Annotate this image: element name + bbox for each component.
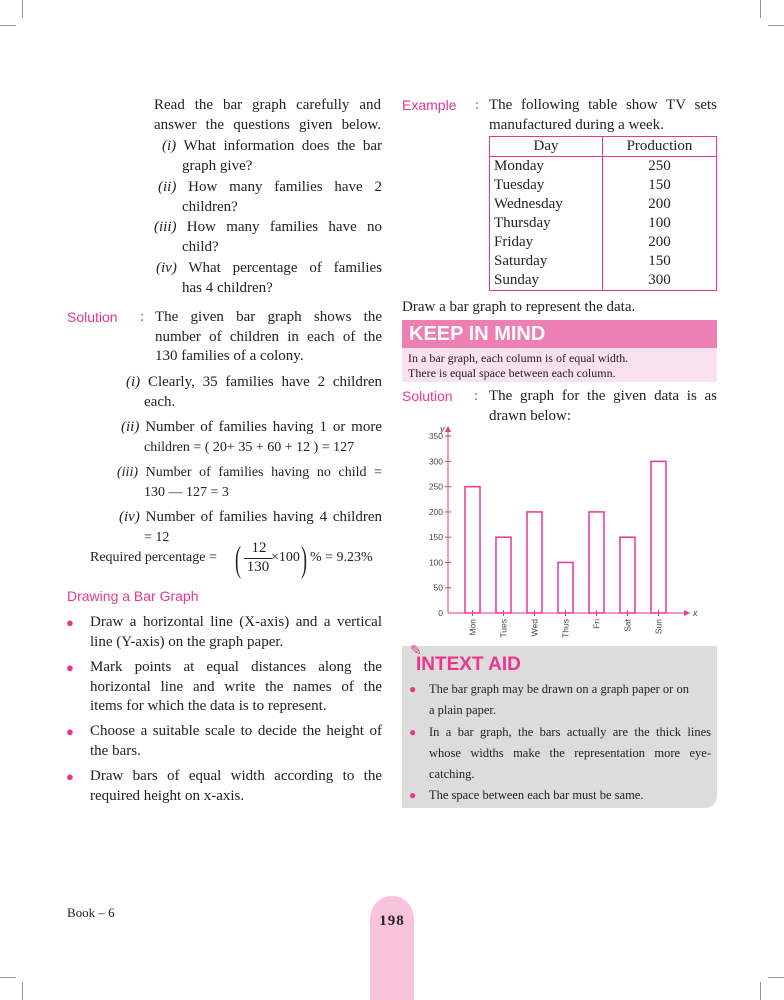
x-tick-label: Wed <box>529 619 540 637</box>
answer-1: (i) Clearly, 35 families have 2 children each. <box>126 374 382 410</box>
page-number: 198 <box>379 913 405 929</box>
question-1: (i) What information does the bar graph give? <box>162 138 382 174</box>
table-header: Production <box>603 137 717 157</box>
solution2-text: The graph for the given data is as drawn below: <box>489 388 717 424</box>
crop-mark <box>0 977 16 978</box>
bullet-icon: ● <box>66 660 74 675</box>
y-tick-label: 50 <box>433 582 443 593</box>
bullet-icon: ● <box>409 788 417 802</box>
bullet-item: ● Draw bars of equal width according to the required height on x-axis. <box>66 768 382 804</box>
fraction-numerator: 12 <box>251 540 267 556</box>
bullet-icon: ● <box>409 725 417 739</box>
example-instruction: Draw a bar graph to represent the data. <box>402 299 636 315</box>
solution-colon: : <box>140 309 145 325</box>
y-tick-label: 200 <box>428 506 443 517</box>
intext-aid-title: INTEXT AID <box>416 654 521 675</box>
percentage-formula: Required percentage = ( 12 130 ×100 ) % = 9.23% <box>90 539 373 579</box>
right-paren: ) <box>301 539 307 579</box>
answer-2: (ii) Number of families having 1 or more children = ( 20+ 35 + 60 + 12 ) = 127 <box>121 419 383 455</box>
x-tick-label: Sat <box>622 619 633 632</box>
table-row: Tuesday 150 <box>490 176 717 195</box>
question-2: (ii) How many families have 2 children? <box>158 179 383 215</box>
table-row: Monday 250 <box>490 157 717 177</box>
question-3: (iii) How many families have no child? <box>154 219 383 255</box>
x-tick-label: Tues <box>498 619 509 638</box>
solution-text: The given bar graph shows the number of children in each of the 130 families of a colony. <box>155 309 382 364</box>
y-tick-label: 150 <box>428 532 443 543</box>
bullet-item: ● Draw a horizontal line (X-axis) and a vertical line (Y-axis) on the graph paper. <box>66 614 382 650</box>
answer-3: (iii) Number of families having no child = 130 — 127 = 3 <box>117 465 382 500</box>
solution2-label: Solution <box>402 388 453 404</box>
production-table <box>489 136 717 291</box>
bar <box>589 512 604 613</box>
bar <box>465 487 480 613</box>
bullet-item: ● Choose a suitable scale to decide the height of the bars. <box>66 723 382 759</box>
x-axis-arrow <box>684 610 690 616</box>
bar <box>651 461 666 613</box>
x-tick-label: Mon <box>467 619 478 636</box>
table-header: Day <box>490 137 603 157</box>
crop-mark <box>22 0 23 18</box>
table-row: Thursday 100 <box>490 214 717 233</box>
y-axis-arrow <box>445 426 451 432</box>
table-row: Sunday 300 <box>490 271 717 291</box>
bar-chart <box>400 418 720 643</box>
y-tick-label: 250 <box>428 481 443 492</box>
book-label: Book – 6 <box>67 905 115 920</box>
table-row: Friday 200 <box>490 233 717 252</box>
crop-mark <box>0 25 16 26</box>
table-row: Saturday 150 <box>490 252 717 271</box>
example-colon: : <box>475 97 480 113</box>
bar <box>558 562 573 613</box>
crop-mark <box>760 0 761 18</box>
solution2-colon: : <box>474 388 479 404</box>
y-tick-label: 0 <box>438 608 443 618</box>
bullet-item: ● Mark points at equal distances along the horizontal line and write the names of the items for which the data is to represent. <box>66 659 382 714</box>
aid-item: ● In a bar graph, the bars actually are the thick lines whose widths make the representation more eye- catching. <box>429 722 711 785</box>
bar <box>496 537 511 613</box>
bar <box>620 537 635 613</box>
keep-in-mind-box: In a bar graph, each column is of equal width. There is equal space between each column. <box>402 348 717 382</box>
questions-intro: Read the bar graph carefully and answer the questions given below. <box>154 97 381 133</box>
y-tick-label: 100 <box>428 557 443 568</box>
solution-label: Solution <box>67 309 118 325</box>
bar <box>527 512 542 613</box>
pencil-icon: ✎ <box>410 644 422 659</box>
question-4: (iv) What percentage of families has 4 children? <box>156 260 382 296</box>
x-axis-label: x <box>693 608 698 618</box>
page-number-tab <box>370 896 414 1000</box>
crop-mark <box>22 982 23 1000</box>
example-label: Example <box>402 97 457 113</box>
x-tick-label: Fri <box>591 619 602 629</box>
table-row: Wednesday 200 <box>490 195 717 214</box>
bullet-icon: ● <box>409 682 417 696</box>
fraction-denominator: 130 <box>246 559 270 575</box>
aid-item: ● The bar graph may be drawn on a graph paper or on a plain paper. <box>429 679 711 721</box>
y-axis-label: y <box>440 424 445 434</box>
crop-mark <box>768 25 784 26</box>
crop-mark <box>768 977 784 978</box>
example-text: The following table show TV sets manufactured during a week. <box>489 97 717 133</box>
y-tick-label: 300 <box>428 456 443 467</box>
intext-aid-box <box>402 646 717 808</box>
y-tick-label: 350 <box>428 431 443 442</box>
drawing-heading: Drawing a Bar Graph <box>67 588 199 604</box>
crop-mark <box>760 982 761 1000</box>
keep-in-mind-title: KEEP IN MIND <box>402 320 717 348</box>
x-tick-label: Sun <box>653 619 664 635</box>
table-header-row <box>490 137 717 157</box>
answer-4: (iv) Number of families having 4 children = 12 <box>119 509 383 545</box>
x-tick-label: Thus <box>560 619 571 638</box>
aid-item: ● The space between each bar must be same. <box>429 785 711 806</box>
bullet-icon: ● <box>66 615 74 630</box>
bullet-icon: ● <box>66 769 74 784</box>
bullet-icon: ● <box>66 724 74 739</box>
left-paren: ( <box>235 539 241 579</box>
